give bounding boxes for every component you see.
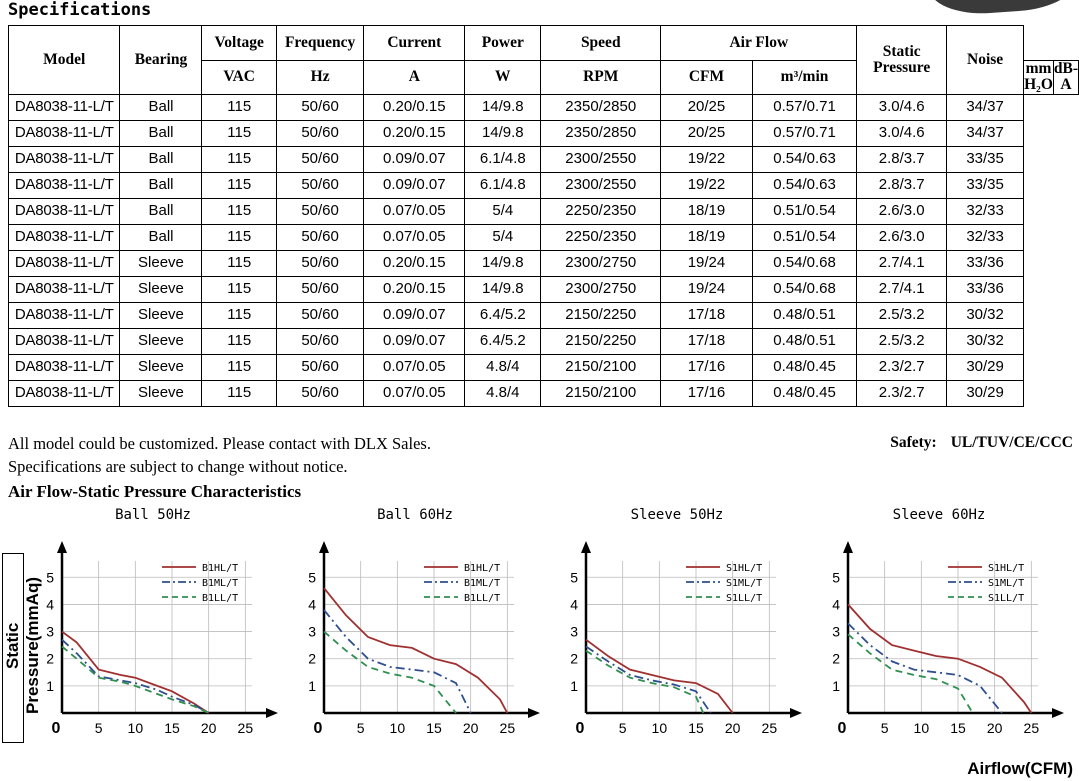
table-cell: 6.4/5.2	[465, 328, 541, 354]
svg-text:4: 4	[570, 596, 578, 613]
table-cell: 115	[202, 146, 276, 172]
chart-title: Sleeve 50Hz	[630, 507, 724, 523]
table-cell: 2350/2850	[541, 94, 661, 120]
table-cell: 6.4/5.2	[465, 302, 541, 328]
table-cell: 5/4	[465, 198, 541, 224]
svg-text:2: 2	[832, 650, 840, 667]
table-cell: 3.0/4.6	[857, 94, 947, 120]
svg-text:15: 15	[426, 720, 442, 736]
col-header-voltage: Voltage	[202, 26, 276, 61]
table-cell: 2300/2550	[541, 172, 661, 198]
table-cell: DA8038-11-L/T	[9, 354, 120, 380]
table-cell: 50/60	[276, 94, 363, 120]
table-cell: 0.20/0.15	[364, 276, 465, 302]
table-row	[9, 354, 1079, 380]
table-cell: 50/60	[276, 354, 363, 380]
table-cell: DA8038-11-L/T	[9, 198, 120, 224]
table-cell: 17/18	[661, 328, 752, 354]
svg-text:5: 5	[570, 569, 578, 586]
svg-text:15: 15	[950, 720, 966, 736]
charts-container	[0, 505, 1079, 781]
table-cell: 0.07/0.05	[364, 354, 465, 380]
unit-cfm: CFM	[661, 61, 752, 95]
table-cell: Sleeve	[120, 328, 202, 354]
svg-text:5: 5	[46, 569, 54, 586]
table-cell: 2250/2350	[541, 224, 661, 250]
chart-title: Ball 50Hz	[115, 507, 191, 523]
table-cell: 6.1/4.8	[465, 146, 541, 172]
svg-text:20: 20	[724, 720, 741, 736]
table-cell: DA8038-11-L/T	[9, 328, 120, 354]
table-cell: 2.3/2.7	[857, 354, 947, 380]
chart-title: Sleeve 60Hz	[892, 507, 986, 523]
table-cell: 0.57/0.71	[752, 120, 857, 146]
col-header-frequency: Frequency	[276, 26, 363, 61]
table-cell: 20/25	[661, 120, 752, 146]
col-header-current: Current	[364, 26, 465, 61]
svg-text:3: 3	[308, 623, 316, 640]
table-cell: Sleeve	[120, 380, 202, 406]
table-cell: 50/60	[276, 276, 363, 302]
table-cell: 115	[202, 380, 276, 406]
svg-text:S1ML/T: S1ML/T	[988, 578, 1025, 589]
svg-text:S1HL/T: S1HL/T	[988, 563, 1025, 574]
table-cell: 50/60	[276, 224, 363, 250]
table-cell: 30/29	[947, 354, 1024, 380]
col-header-speed: Speed	[541, 26, 661, 61]
table-cell: 0.09/0.07	[364, 328, 465, 354]
svg-text:15: 15	[688, 720, 704, 736]
chart	[290, 533, 540, 751]
table-row	[9, 146, 1079, 172]
table-cell: 115	[202, 94, 276, 120]
svg-text:25: 25	[1023, 720, 1040, 736]
svg-text:10: 10	[651, 720, 668, 736]
table-cell: 50/60	[276, 146, 363, 172]
table-cell: Ball	[120, 120, 202, 146]
table-cell: 14/9.8	[465, 250, 541, 276]
svg-text:20: 20	[200, 720, 217, 736]
table-row	[9, 276, 1079, 302]
table-cell: 0.48/0.51	[752, 328, 857, 354]
unit-db-a: dB-A	[1053, 60, 1078, 94]
table-cell: 0.20/0.15	[364, 250, 465, 276]
table-cell: 2.8/3.7	[857, 172, 947, 198]
table-cell: Ball	[120, 224, 202, 250]
table-cell: 20/25	[661, 94, 752, 120]
svg-text:1: 1	[308, 677, 316, 694]
unit-a: A	[364, 61, 465, 95]
table-cell: 115	[202, 172, 276, 198]
unit-rpm: RPM	[541, 61, 661, 95]
table-cell: 2.5/3.2	[857, 302, 947, 328]
table-cell: 2.7/4.1	[857, 276, 947, 302]
safety-value: UL/TUV/CE/CCC	[950, 434, 1073, 451]
table-row	[9, 328, 1079, 354]
table-cell: 30/32	[947, 328, 1024, 354]
svg-text:0: 0	[837, 720, 847, 737]
svg-text:S1HL/T: S1HL/T	[726, 563, 763, 574]
table-cell: 5/4	[465, 224, 541, 250]
unit-hz: Hz	[276, 61, 363, 95]
svg-text:1: 1	[570, 677, 578, 694]
svg-text:10: 10	[389, 720, 406, 736]
svg-text:10: 10	[913, 720, 930, 736]
table-cell: 115	[202, 250, 276, 276]
svg-text:S1LL/T: S1LL/T	[726, 593, 763, 604]
table-cell: Ball	[120, 94, 202, 120]
table-cell: 19/24	[661, 276, 752, 302]
table-cell: 32/33	[947, 198, 1024, 224]
table-cell: 33/36	[947, 276, 1024, 302]
table-cell: 2350/2850	[541, 120, 661, 146]
svg-text:4: 4	[46, 596, 54, 613]
table-row	[9, 120, 1079, 146]
table-cell: 19/24	[661, 250, 752, 276]
table-cell: 0.09/0.07	[364, 302, 465, 328]
table-cell: 30/32	[947, 302, 1024, 328]
y-axis-label: Static Pressure(mmAq)	[2, 553, 24, 743]
table-row	[9, 198, 1079, 224]
table-row	[9, 250, 1079, 276]
table-cell: 50/60	[276, 250, 363, 276]
col-header-power: Power	[465, 26, 541, 61]
x-axis-label: Airflow(CFM)	[967, 759, 1073, 778]
table-cell: 2250/2350	[541, 198, 661, 224]
unit-w: W	[465, 61, 541, 95]
table-cell: Ball	[120, 172, 202, 198]
table-cell: 115	[202, 276, 276, 302]
table-cell: 50/60	[276, 120, 363, 146]
table-cell: 0.07/0.05	[364, 380, 465, 406]
chart	[552, 533, 802, 751]
svg-text:5: 5	[618, 720, 627, 736]
table-cell: Ball	[120, 146, 202, 172]
unit-mm-h2o: mm H₂O	[1024, 60, 1053, 94]
table-cell: 0.48/0.45	[752, 354, 857, 380]
table-row	[9, 172, 1079, 198]
table-cell: 0.09/0.07	[364, 172, 465, 198]
table-cell: 14/9.8	[465, 120, 541, 146]
table-row	[9, 380, 1079, 406]
table-cell: 115	[202, 302, 276, 328]
col-header-static-pressure: Static Pressure	[857, 26, 947, 95]
svg-text:5: 5	[308, 569, 316, 586]
table-cell: DA8038-11-L/T	[9, 302, 120, 328]
svg-text:5: 5	[94, 720, 103, 736]
table-cell: 18/19	[661, 224, 752, 250]
svg-text:3: 3	[46, 623, 54, 640]
table-cell: DA8038-11-L/T	[9, 224, 120, 250]
table-cell: Sleeve	[120, 354, 202, 380]
note-line-1: All model could be customized. Please contact with DLX Sales.	[8, 434, 431, 453]
svg-text:10: 10	[127, 720, 144, 736]
table-cell: 0.48/0.45	[752, 380, 857, 406]
table-cell: 0.20/0.15	[364, 120, 465, 146]
table-cell: 33/35	[947, 172, 1024, 198]
table-cell: 14/9.8	[465, 276, 541, 302]
table-cell: 2150/2250	[541, 302, 661, 328]
svg-text:5: 5	[880, 720, 889, 736]
table-cell: 0.20/0.15	[364, 94, 465, 120]
svg-text:0: 0	[313, 720, 323, 737]
table-cell: 2.5/3.2	[857, 328, 947, 354]
table-cell: 2.7/4.1	[857, 250, 947, 276]
svg-text:S1LL/T: S1LL/T	[988, 593, 1025, 604]
svg-text:15: 15	[164, 720, 180, 736]
table-cell: 2150/2100	[541, 354, 661, 380]
corner-decoration	[928, 0, 1079, 17]
svg-text:3: 3	[570, 623, 578, 640]
svg-text:3: 3	[832, 623, 840, 640]
table-cell: DA8038-11-L/T	[9, 120, 120, 146]
table-cell: 2.6/3.0	[857, 224, 947, 250]
table-cell: 2.6/3.0	[857, 198, 947, 224]
svg-text:B1LL/T: B1LL/T	[464, 593, 501, 604]
svg-text:2: 2	[308, 650, 316, 667]
svg-text:5: 5	[832, 569, 840, 586]
specifications-table	[8, 25, 1079, 407]
table-cell: 34/37	[947, 120, 1024, 146]
table-cell: 50/60	[276, 302, 363, 328]
table-header-row	[9, 26, 1079, 61]
table-cell: 50/60	[276, 380, 363, 406]
col-header-noise: Noise	[947, 26, 1024, 95]
table-cell: 115	[202, 120, 276, 146]
col-header-model: Model	[9, 26, 120, 95]
table-cell: Sleeve	[120, 302, 202, 328]
table-cell: 19/22	[661, 172, 752, 198]
table-cell: 30/29	[947, 380, 1024, 406]
charts-section-title: Air Flow-Static Pressure Characteristics	[8, 482, 302, 501]
table-cell: 0.07/0.05	[364, 198, 465, 224]
table-cell: DA8038-11-L/T	[9, 250, 120, 276]
table-cell: 19/22	[661, 146, 752, 172]
svg-text:25: 25	[761, 720, 778, 736]
table-cell: 115	[202, 224, 276, 250]
table-cell: 115	[202, 354, 276, 380]
table-cell: Sleeve	[120, 250, 202, 276]
table-cell: 2300/2750	[541, 276, 661, 302]
table-cell: DA8038-11-L/T	[9, 276, 120, 302]
table-cell: 33/35	[947, 146, 1024, 172]
col-header-bearing: Bearing	[120, 26, 202, 95]
table-cell: Ball	[120, 198, 202, 224]
table-cell: 2300/2550	[541, 146, 661, 172]
table-cell: 33/36	[947, 250, 1024, 276]
table-cell: 14/9.8	[465, 94, 541, 120]
chart	[28, 533, 278, 751]
table-cell: 17/18	[661, 302, 752, 328]
table-cell: 0.51/0.54	[752, 224, 857, 250]
svg-text:1: 1	[46, 677, 54, 694]
svg-text:25: 25	[237, 720, 254, 736]
table-cell: 17/16	[661, 354, 752, 380]
svg-text:4: 4	[308, 596, 316, 613]
svg-text:20: 20	[462, 720, 479, 736]
table-cell: 0.51/0.54	[752, 198, 857, 224]
svg-text:B1ML/T: B1ML/T	[202, 578, 239, 589]
svg-text:B1ML/T: B1ML/T	[464, 578, 501, 589]
table-cell: 2150/2250	[541, 328, 661, 354]
table-cell: 4.8/4	[465, 354, 541, 380]
safety-info	[890, 434, 1073, 452]
table-cell: 18/19	[661, 198, 752, 224]
table-cell: 0.54/0.63	[752, 146, 857, 172]
table-cell: 0.09/0.07	[364, 146, 465, 172]
svg-text:B1HL/T: B1HL/T	[464, 563, 501, 574]
unit-m3-min: m³/min	[752, 61, 857, 95]
svg-text:2: 2	[46, 650, 54, 667]
table-cell: 0.54/0.68	[752, 276, 857, 302]
svg-text:2: 2	[570, 650, 578, 667]
table-cell: 0.54/0.68	[752, 250, 857, 276]
table-cell: 0.54/0.63	[752, 172, 857, 198]
svg-text:B1LL/T: B1LL/T	[202, 593, 239, 604]
table-row	[9, 94, 1079, 120]
table-cell: 2.8/3.7	[857, 146, 947, 172]
page-title: Specifications	[8, 0, 152, 20]
svg-text:B1HL/T: B1HL/T	[202, 563, 239, 574]
svg-text:1: 1	[832, 677, 840, 694]
table-cell: DA8038-11-L/T	[9, 380, 120, 406]
table-cell: 0.57/0.71	[752, 94, 857, 120]
table-cell: 6.1/4.8	[465, 172, 541, 198]
svg-text:0: 0	[575, 720, 585, 737]
svg-text:5: 5	[356, 720, 365, 736]
table-cell: 2.3/2.7	[857, 380, 947, 406]
table-row	[9, 224, 1079, 250]
table-cell: 0.07/0.05	[364, 224, 465, 250]
table-cell: 115	[202, 198, 276, 224]
table-cell: Sleeve	[120, 276, 202, 302]
table-cell: 3.0/4.6	[857, 120, 947, 146]
unit-vac: VAC	[202, 61, 276, 95]
table-cell: 0.48/0.51	[752, 302, 857, 328]
svg-text:4: 4	[832, 596, 840, 613]
table-cell: 17/16	[661, 380, 752, 406]
table-cell: 34/37	[947, 94, 1024, 120]
table-cell: 2150/2100	[541, 380, 661, 406]
table-body	[9, 94, 1079, 406]
table-cell: 50/60	[276, 172, 363, 198]
table-cell: 115	[202, 328, 276, 354]
svg-text:25: 25	[499, 720, 516, 736]
svg-text:0: 0	[51, 720, 61, 737]
table-cell: DA8038-11-L/T	[9, 146, 120, 172]
table-cell: 2300/2750	[541, 250, 661, 276]
table-cell: 4.8/4	[465, 380, 541, 406]
table-cell: DA8038-11-L/T	[9, 172, 120, 198]
table-cell: DA8038-11-L/T	[9, 94, 120, 120]
chart	[814, 533, 1064, 751]
table-cell: 32/33	[947, 224, 1024, 250]
col-header-air-flow: Air Flow	[661, 26, 857, 61]
table-cell: 50/60	[276, 198, 363, 224]
safety-label: Safety:	[890, 434, 937, 451]
svg-text:S1ML/T: S1ML/T	[726, 578, 763, 589]
svg-text:20: 20	[986, 720, 1003, 736]
note-line-2: Specifications are subject to change without notice.	[8, 457, 348, 476]
table-cell: 50/60	[276, 328, 363, 354]
chart-title: Ball 60Hz	[377, 507, 453, 523]
table-row	[9, 302, 1079, 328]
